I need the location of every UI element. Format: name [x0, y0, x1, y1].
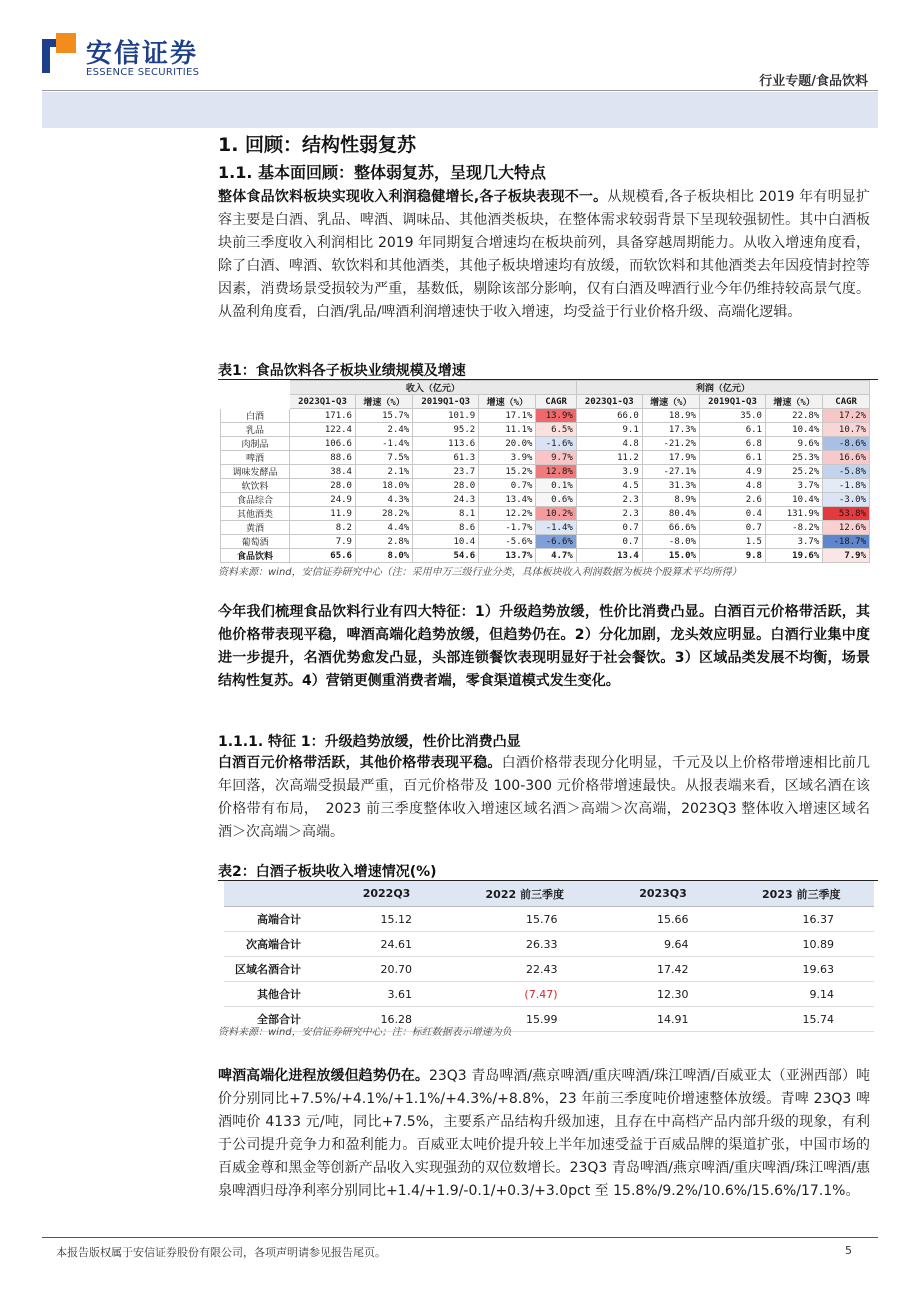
- table1-segment-performance: [220, 380, 870, 563]
- table1-cell: 1.5: [700, 535, 766, 549]
- table1-cell: 9.8: [700, 549, 766, 563]
- table2-cell: 15.74: [729, 1007, 874, 1032]
- table1-cell: 10.7%: [823, 423, 870, 437]
- table1-cell: 4.7%: [536, 549, 576, 563]
- table1-cell: 2.3: [576, 507, 642, 521]
- table1-corner: [221, 381, 290, 409]
- table1-cell: 0.6%: [536, 493, 576, 507]
- table1-cell: 38.4: [290, 465, 356, 479]
- table2-baijiu-growth: [224, 881, 874, 1032]
- table2-cell: 3.61: [321, 982, 452, 1007]
- table1-row: [221, 465, 870, 479]
- table1-col-header: 2023Q1-Q3: [576, 395, 642, 409]
- table1-row: [221, 409, 870, 423]
- table1-cell: 3.9: [576, 465, 642, 479]
- table2-row-label: 全部合计: [224, 1007, 321, 1032]
- table1-col-header: 2023Q1-Q3: [290, 395, 356, 409]
- table1-cell: 0.7: [576, 535, 642, 549]
- table1-cell: 9.7%: [536, 451, 576, 465]
- table1-cell: 22.8%: [765, 409, 822, 423]
- table2-row: [224, 957, 874, 982]
- table1-cell: 131.9%: [765, 507, 822, 521]
- table1-cell: 35.0: [700, 409, 766, 423]
- table2-cell: 14.91: [597, 1007, 728, 1032]
- table2-col-header: 2022Q3: [321, 881, 452, 907]
- table1-cell: -8.0%: [642, 535, 699, 549]
- table2-row: [224, 907, 874, 932]
- table1-cell: -1.6%: [536, 437, 576, 451]
- table1-cell: 9.6%: [765, 437, 822, 451]
- table1-row: [221, 535, 870, 549]
- header-divider: [42, 90, 878, 91]
- table1-cell: 6.1: [700, 451, 766, 465]
- table1-row-label: 肉制品: [221, 437, 290, 451]
- paragraph-lead: 啤酒高端化进程放缓但趋势仍在。: [218, 1068, 429, 1084]
- table1-row-label: 其他酒类: [221, 507, 290, 521]
- table1-cell: -1.4%: [536, 521, 576, 535]
- table1-cell: 2.1%: [355, 465, 412, 479]
- table1-cell: 23.7: [413, 465, 479, 479]
- table2-caption: 表2：白酒子板块收入增速情况(%): [218, 864, 437, 880]
- table1-cell: 11.2: [576, 451, 642, 465]
- table1-cell: 171.6: [290, 409, 356, 423]
- table2-cell: 16.37: [729, 907, 874, 932]
- table2-cell: 19.63: [729, 957, 874, 982]
- table1-cell: 4.5: [576, 479, 642, 493]
- header-band: [42, 92, 878, 128]
- table1-row: [221, 437, 870, 451]
- table1-cell: 101.9: [413, 409, 479, 423]
- table1-cell: -6.6%: [536, 535, 576, 549]
- paragraph-lead: 白酒百元价格带活跃，其他价格带表现平稳。: [218, 755, 502, 771]
- page-number: 5: [845, 1244, 852, 1257]
- section-label: 行业专题/食品饮料: [759, 74, 868, 89]
- table1-cell: -1.8%: [823, 479, 870, 493]
- brand-name-cn: 安信证券: [86, 39, 199, 69]
- table1-cell: 24.3: [413, 493, 479, 507]
- table1-cell: 25.3%: [765, 451, 822, 465]
- table1-cell: 11.1%: [479, 423, 536, 437]
- table1-cell: -8.6%: [823, 437, 870, 451]
- table2-row: [224, 982, 874, 1007]
- table1-total-row: [221, 549, 870, 563]
- table1-cell: 8.0%: [355, 549, 412, 563]
- table1-cell: 2.4%: [355, 423, 412, 437]
- brand-name-en: ESSENCE SECURITIES: [86, 67, 200, 78]
- table1-cell: 0.7: [700, 521, 766, 535]
- table1-cell: 6.5%: [536, 423, 576, 437]
- table1-cell: 17.1%: [479, 409, 536, 423]
- table1-col-header: 增速（%）: [765, 395, 822, 409]
- table2-cell: 17.42: [597, 957, 728, 982]
- table1-cell: 15.7%: [355, 409, 412, 423]
- table2-cell: 9.64: [597, 932, 728, 957]
- table1-row-label: 黄酒: [221, 521, 290, 535]
- table1-cell: 17.9%: [642, 451, 699, 465]
- table1-cell: 10.4%: [765, 423, 822, 437]
- table1-cell: 0.7: [576, 521, 642, 535]
- table1-cell: 28.0: [290, 479, 356, 493]
- table1-cell: 80.4%: [642, 507, 699, 521]
- table1-col-header: 2019Q1-Q3: [700, 395, 766, 409]
- table1-cell: 10.4: [413, 535, 479, 549]
- table1-cell: 28.2%: [355, 507, 412, 521]
- table1-row: [221, 493, 870, 507]
- table2-cell: 10.89: [729, 932, 874, 957]
- table1-cell: 2.3: [576, 493, 642, 507]
- table1-cell: 10.4%: [765, 493, 822, 507]
- table2-row-label: 次高端合计: [224, 932, 321, 957]
- table1-cell: 7.9%: [823, 549, 870, 563]
- table1-cell: 61.3: [413, 451, 479, 465]
- table1-cell: 10.2%: [536, 507, 576, 521]
- table1-col-header: 增速（%）: [355, 395, 412, 409]
- table2-col-header: 2023 前三季度: [729, 881, 874, 907]
- paragraph-body: 从规模看,各子板块相比 2019 年有明显扩容主要是白酒、乳品、啤酒、调味品、其他酒类板块，在整体需求较弱背景下呈现较强韧性。其中白酒板块前三季度收入利润相比 2019 年同期复合增速均在板块前列，具备穿越周期能力。从收入增速角度看，除了白酒、啤酒、软饮料和其他酒类，其他子板块增速均有放缓，而软饮料和其他酒类去年因疫情封控等因素，消费场景受损较为严重，基数低，剔除该部分影响，仅有白酒及啤酒行业今年仍维持较高景气度。从盈利角度看，白酒/乳品/啤酒利润增速快于收入增速，均受益于行业价格升级、高端化逻辑。: [218, 189, 870, 320]
- table1-cell: 2.8%: [355, 535, 412, 549]
- table1-cell: 6.8: [700, 437, 766, 451]
- footer-disclaimer: 本报告版权属于安信证券股份有限公司，各项声明请参见报告尾页。: [56, 1246, 386, 1259]
- paragraph-body: 23Q3 青岛啤酒/燕京啤酒/重庆啤酒/珠江啤酒/百威亚太（亚洲西部）吨价分别同比+7.5%/+4.1%/+1.1%/+4.3%/+8.8%，23 年前三季度吨价增速整体放缓。青啤 23Q3 啤酒吨价 4133 元/吨，同比+7.5%，主要系产品结构升级加速，且存在中高档产品内部升级的现象，有利于公司提升竞争力和盈利能力。百威亚太吨价提升较上半年加速受益于百威品牌的渠道扩张，中国市场的百威金尊和黑金等创新产品收入实现强劲的双位数增长。23Q3 青岛啤酒/燕京啤酒/重庆啤酒/珠江啤酒/惠泉啤酒归母净利率分别同比+1.4/+1.9/-0.1/+0.3/+3.0pct 至 15.8%/9.2%/10.6%/15.6%/17.1%。: [218, 1068, 871, 1199]
- table1-cell: 25.2%: [765, 465, 822, 479]
- table1-cell: 0.1%: [536, 479, 576, 493]
- table1-cell: 17.3%: [642, 423, 699, 437]
- table1-cell: 9.1: [576, 423, 642, 437]
- paragraph-lead: 整体食品饮料板块实现收入利润稳健增长,各子板块表现不一。: [218, 189, 608, 205]
- table2-col-header: 2022 前三季度: [452, 881, 597, 907]
- table1-cell: 12.6%: [823, 521, 870, 535]
- table1-caption: 表1：食品饮料各子板块业绩规模及增速: [218, 363, 466, 379]
- table1-cell: 18.0%: [355, 479, 412, 493]
- table1-cell: 122.4: [290, 423, 356, 437]
- table1-cell: 0.7%: [479, 479, 536, 493]
- table1-cell: 15.2%: [479, 465, 536, 479]
- footer-divider: [42, 1237, 878, 1238]
- table1-cell: 24.9: [290, 493, 356, 507]
- table1-row-label: 葡萄酒: [221, 535, 290, 549]
- table1-row: [221, 423, 870, 437]
- table1-col-header: CAGR: [536, 395, 576, 409]
- table1-row-label: 食品饮料: [221, 549, 290, 563]
- table1-cell: 17.2%: [823, 409, 870, 423]
- table1-group-revenue: 收入（亿元）: [290, 381, 577, 395]
- table1-cell: 13.4%: [479, 493, 536, 507]
- table2-cell: 15.99: [452, 1007, 597, 1032]
- table2-cell: 16.28: [321, 1007, 452, 1032]
- table1-source: 资料来源：wind，安信证券研究中心（注：采用申万三级行业分类，具体板块收入利润数据为板块个股算术平均所得）: [218, 567, 742, 578]
- table2-row-label: 高端合计: [224, 907, 321, 932]
- table1-cell: 16.6%: [823, 451, 870, 465]
- table1-row-label: 调味发酵品: [221, 465, 290, 479]
- table1-cell: 66.6%: [642, 521, 699, 535]
- table2-row-label: 区域名酒合计: [224, 957, 321, 982]
- table2-cell: 26.33: [452, 932, 597, 957]
- heading-1-1: 1.1. 基本面回顾：整体弱复苏，呈现几大特点: [218, 163, 546, 182]
- table1-cell: -3.0%: [823, 493, 870, 507]
- table1-cell: -1.7%: [479, 521, 536, 535]
- paragraph-baijiu-price-bands: [218, 752, 870, 844]
- paragraph-beer: [218, 1065, 870, 1203]
- table1-cell: 2.6: [700, 493, 766, 507]
- table1-cell: 53.8%: [823, 507, 870, 521]
- table2-cell: 20.70: [321, 957, 452, 982]
- paragraph-four-features: 今年我们梳理食品饮料行业有四大特征：1）升级趋势放缓，性价比消费凸显。白酒百元价格带活跃，其他价格带表现平稳，啤酒高端化趋势放缓，但趋势仍在。2）分化加剧，龙头效应明显。白酒行业集中度进一步提升，名酒优势愈发凸显，头部连锁餐饮表现明显好于社会餐饮。3）区域品类发展不均衡，场景结构性复苏。4）营销更侧重消费者端，零食渠道模式发生变化。: [218, 604, 870, 689]
- table1-col-header: CAGR: [823, 395, 870, 409]
- paragraph-body: 白酒价格带表现分化明显，千元及以上价格带增速相比前几年回落，次高端受损最严重，百元价格带及 100-300 元价格带增速最快。从报表端来看，区域名酒在该价格带有布局， 2023 前三季度整体收入增速区域名酒＞高端＞次高端，2023Q3 整体收入增速区域名酒＞次高端＞高端。: [218, 755, 871, 840]
- table1-row-label: 乳品: [221, 423, 290, 437]
- table2-cell: 22.43: [452, 957, 597, 982]
- table1-cell: 54.6: [413, 549, 479, 563]
- table1-cell: 4.4%: [355, 521, 412, 535]
- table1-cell: 6.1: [700, 423, 766, 437]
- table1-cell: 13.4: [576, 549, 642, 563]
- table1-cell: 95.2: [413, 423, 479, 437]
- table2-cell: 15.12: [321, 907, 452, 932]
- table2-source: 资料来源：wind，安信证券研究中心；注：标红数据表示增速为负: [218, 1027, 512, 1038]
- table1-col-header: 2019Q1-Q3: [413, 395, 479, 409]
- table1-cell: 15.0%: [642, 549, 699, 563]
- table1-cell: 106.6: [290, 437, 356, 451]
- table1-cell: 8.6: [413, 521, 479, 535]
- essence-logo-icon: [42, 33, 76, 73]
- table1-row-label: 软饮料: [221, 479, 290, 493]
- table2-cell: (7.47): [452, 982, 597, 1007]
- table1-cell: 13.9%: [536, 409, 576, 423]
- table1-cell: -5.8%: [823, 465, 870, 479]
- table1-cell: 13.7%: [479, 549, 536, 563]
- table1-cell: 8.2: [290, 521, 356, 535]
- table1-cell: 4.3%: [355, 493, 412, 507]
- table1-cell: 31.3%: [642, 479, 699, 493]
- table1-cell: 4.8: [700, 479, 766, 493]
- table1-cell: 4.9: [700, 465, 766, 479]
- table1-cell: 7.5%: [355, 451, 412, 465]
- table1-cell: 4.8: [576, 437, 642, 451]
- table1-group-profit: 利润（亿元）: [576, 381, 869, 395]
- table1-cell: 3.7%: [765, 535, 822, 549]
- table1-cell: -1.4%: [355, 437, 412, 451]
- table1-row: [221, 521, 870, 535]
- table2-cell: 9.14: [729, 982, 874, 1007]
- table1-cell: -8.2%: [765, 521, 822, 535]
- heading-1-1-1: 1.1.1. 特征 1：升级趋势放缓，性价比消费凸显: [218, 734, 521, 750]
- table1-row-label: 啤酒: [221, 451, 290, 465]
- table1-cell: 65.6: [290, 549, 356, 563]
- table2-col-header: [224, 881, 321, 907]
- table1-cell: 66.0: [576, 409, 642, 423]
- heading-1: 1. 回顾：结构性弱复苏: [218, 134, 417, 156]
- table1-cell: 19.6%: [765, 549, 822, 563]
- table1-cell: 0.4: [700, 507, 766, 521]
- table1-cell: 18.9%: [642, 409, 699, 423]
- table1-cell: 12.8%: [536, 465, 576, 479]
- table1-row: [221, 451, 870, 465]
- table1-cell: 3.9%: [479, 451, 536, 465]
- table2-row-label: 其他合计: [224, 982, 321, 1007]
- table1-row: [221, 479, 870, 493]
- table1-cell: -21.2%: [642, 437, 699, 451]
- table2-row: [224, 932, 874, 957]
- table1-cell: -5.6%: [479, 535, 536, 549]
- table1-cell: -18.7%: [823, 535, 870, 549]
- table1-cell: 20.0%: [479, 437, 536, 451]
- table1-cell: 7.9: [290, 535, 356, 549]
- table1-cell: 88.6: [290, 451, 356, 465]
- table2-cell: 15.76: [452, 907, 597, 932]
- table1-row-label: 食品综合: [221, 493, 290, 507]
- table1-cell: 113.6: [413, 437, 479, 451]
- table1-cell: 12.2%: [479, 507, 536, 521]
- table2-cell: 24.61: [321, 932, 452, 957]
- table1-row: [221, 507, 870, 521]
- table2-col-header: 2023Q3: [597, 881, 728, 907]
- table1-cell: 11.9: [290, 507, 356, 521]
- table2-cell: 15.66: [597, 907, 728, 932]
- table1-cell: 8.9%: [642, 493, 699, 507]
- table2-cell: 12.30: [597, 982, 728, 1007]
- table1-col-header: 增速（%）: [479, 395, 536, 409]
- table1-col-header: 增速（%）: [642, 395, 699, 409]
- table1-cell: -27.1%: [642, 465, 699, 479]
- table1-cell: 3.7%: [765, 479, 822, 493]
- table1-cell: 28.0: [413, 479, 479, 493]
- paragraph-overview: [218, 186, 870, 324]
- table1-row-label: 白酒: [221, 409, 290, 423]
- table1-cell: 8.1: [413, 507, 479, 521]
